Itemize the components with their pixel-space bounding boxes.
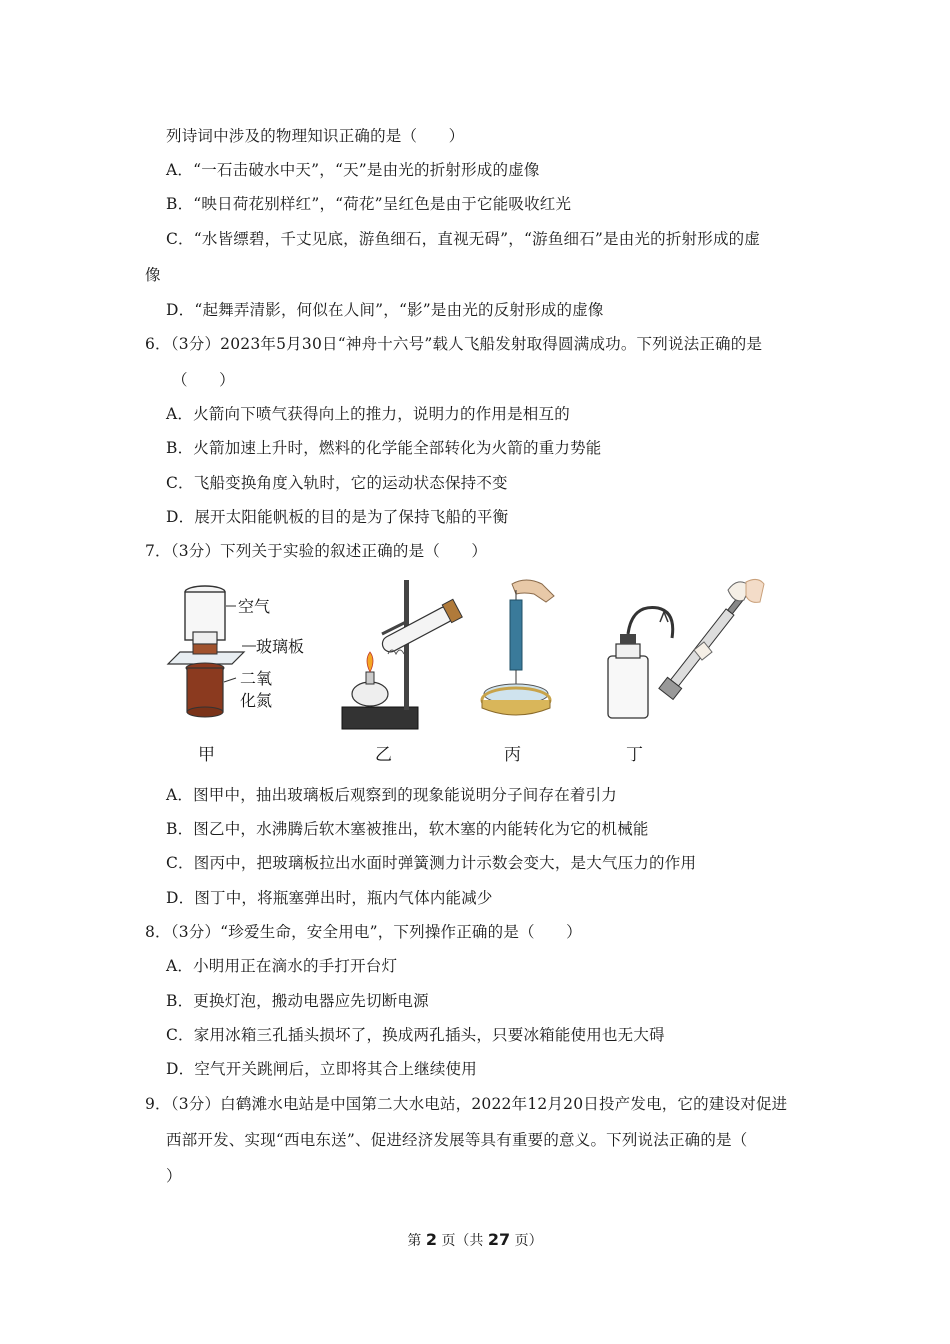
q7-option-a: A．图甲中，抽出玻璃板后观察到的现象能说明分子间存在着引力 bbox=[166, 786, 617, 804]
q5-option-b: B．“映日荷花别样红”，“荷花”呈红色是由于它能吸收红光 bbox=[166, 195, 572, 213]
q8-option-d: D．空气开关跳闸后，立即将其合上继续使用 bbox=[166, 1060, 477, 1078]
q7-option-b: B．图乙中，水沸腾后软木塞被推出，软木塞的内能转化为它的机械能 bbox=[166, 820, 649, 838]
q8-option-a: A．小明用正在滴水的手打开台灯 bbox=[166, 957, 398, 975]
footer-suffix: 页） bbox=[514, 1233, 543, 1249]
footer-prefix: 第 bbox=[407, 1233, 422, 1249]
q6-stem: 6．（3分）2023年5月30日“神舟十六号”载人飞船发射取得圆满成功。下列说法正确的是 bbox=[145, 335, 763, 353]
figure-bing-apparatus bbox=[482, 580, 554, 715]
q8-option-c: C．家用冰箱三孔插头损坏了，换成两孔插头，只要冰箱能使用也无大碍 bbox=[166, 1026, 665, 1044]
caption-yi: 乙 bbox=[375, 745, 392, 765]
footer-page-number: 2 bbox=[425, 1230, 437, 1249]
q6-option-b: B．火箭加速上升时，燃料的化学能全部转化为火箭的重力势能 bbox=[166, 439, 602, 457]
page-footer bbox=[0, 1230, 950, 1250]
q6-stem-paren: （ ） bbox=[172, 371, 235, 389]
q9-stem-line2: 西部开发、实现“西电东送”、促进经济发展等具有重要的意义。下列说法正确的是（ bbox=[166, 1131, 748, 1149]
q7-stem: 7．（3分）下列关于实验的叙述正确的是（ ） bbox=[145, 542, 488, 560]
q5-option-c-wrap: 像 bbox=[145, 266, 161, 284]
q5-option-d: D．“起舞弄清影，何似在人间”，“影”是由光的反射形成的虚像 bbox=[166, 301, 604, 319]
footer-total-pages: 27 bbox=[487, 1230, 511, 1249]
q8-option-b: B．更换灯泡，搬动电器应先切断电源 bbox=[166, 992, 429, 1010]
figure-yi-apparatus bbox=[342, 580, 462, 729]
label-glass-plate: 玻璃板 bbox=[256, 637, 305, 656]
q7-figure-illustration bbox=[160, 572, 780, 772]
q7-figure bbox=[160, 572, 780, 772]
q5-option-c: C．“水皆缥碧，千丈见底，游鱼细石，直视无碍”，“游鱼细石”是由光的折射形成的虚 bbox=[166, 230, 761, 248]
q6-option-d: D．展开太阳能帆板的目的是为了保持飞船的平衡 bbox=[166, 508, 509, 526]
q7-option-c: C．图丙中，把玻璃板拉出水面时弹簧测力计示数会变大，是大气压力的作用 bbox=[166, 854, 697, 872]
caption-ding: 丁 bbox=[626, 745, 643, 765]
footer-mid: 页（共 bbox=[441, 1233, 484, 1249]
label-air: 空气 bbox=[238, 597, 271, 616]
label-no2-line1: 二氧 bbox=[240, 669, 273, 688]
q6-option-c: C．飞船变换角度入轨时，它的运动状态保持不变 bbox=[166, 474, 508, 492]
q6-option-a: A．火箭向下喷气获得向上的推力，说明力的作用是相互的 bbox=[166, 405, 570, 423]
q8-stem: 8．（3分）“珍爱生命，安全用电”，下列操作正确的是（ ） bbox=[145, 923, 582, 941]
q5-option-a: A．“一石击破水中天”，“天”是由光的折射形成的虚像 bbox=[166, 161, 540, 179]
label-no2-line2: 化氮 bbox=[240, 691, 273, 710]
q9-stem: 9．（3分）白鹤滩水电站是中国第二大水电站，2022年12月20日投产发电，它的建设对促进 bbox=[145, 1095, 788, 1113]
figure-ding-apparatus bbox=[608, 579, 764, 718]
q7-option-d: D．图丁中，将瓶塞弹出时，瓶内气体内能减少 bbox=[166, 889, 493, 907]
q9-stem-line3: ） bbox=[166, 1167, 182, 1185]
caption-jia: 甲 bbox=[198, 745, 215, 765]
q5-stem-tail: 列诗词中涉及的物理知识正确的是（ ） bbox=[166, 127, 465, 145]
caption-bing: 丙 bbox=[504, 745, 521, 765]
